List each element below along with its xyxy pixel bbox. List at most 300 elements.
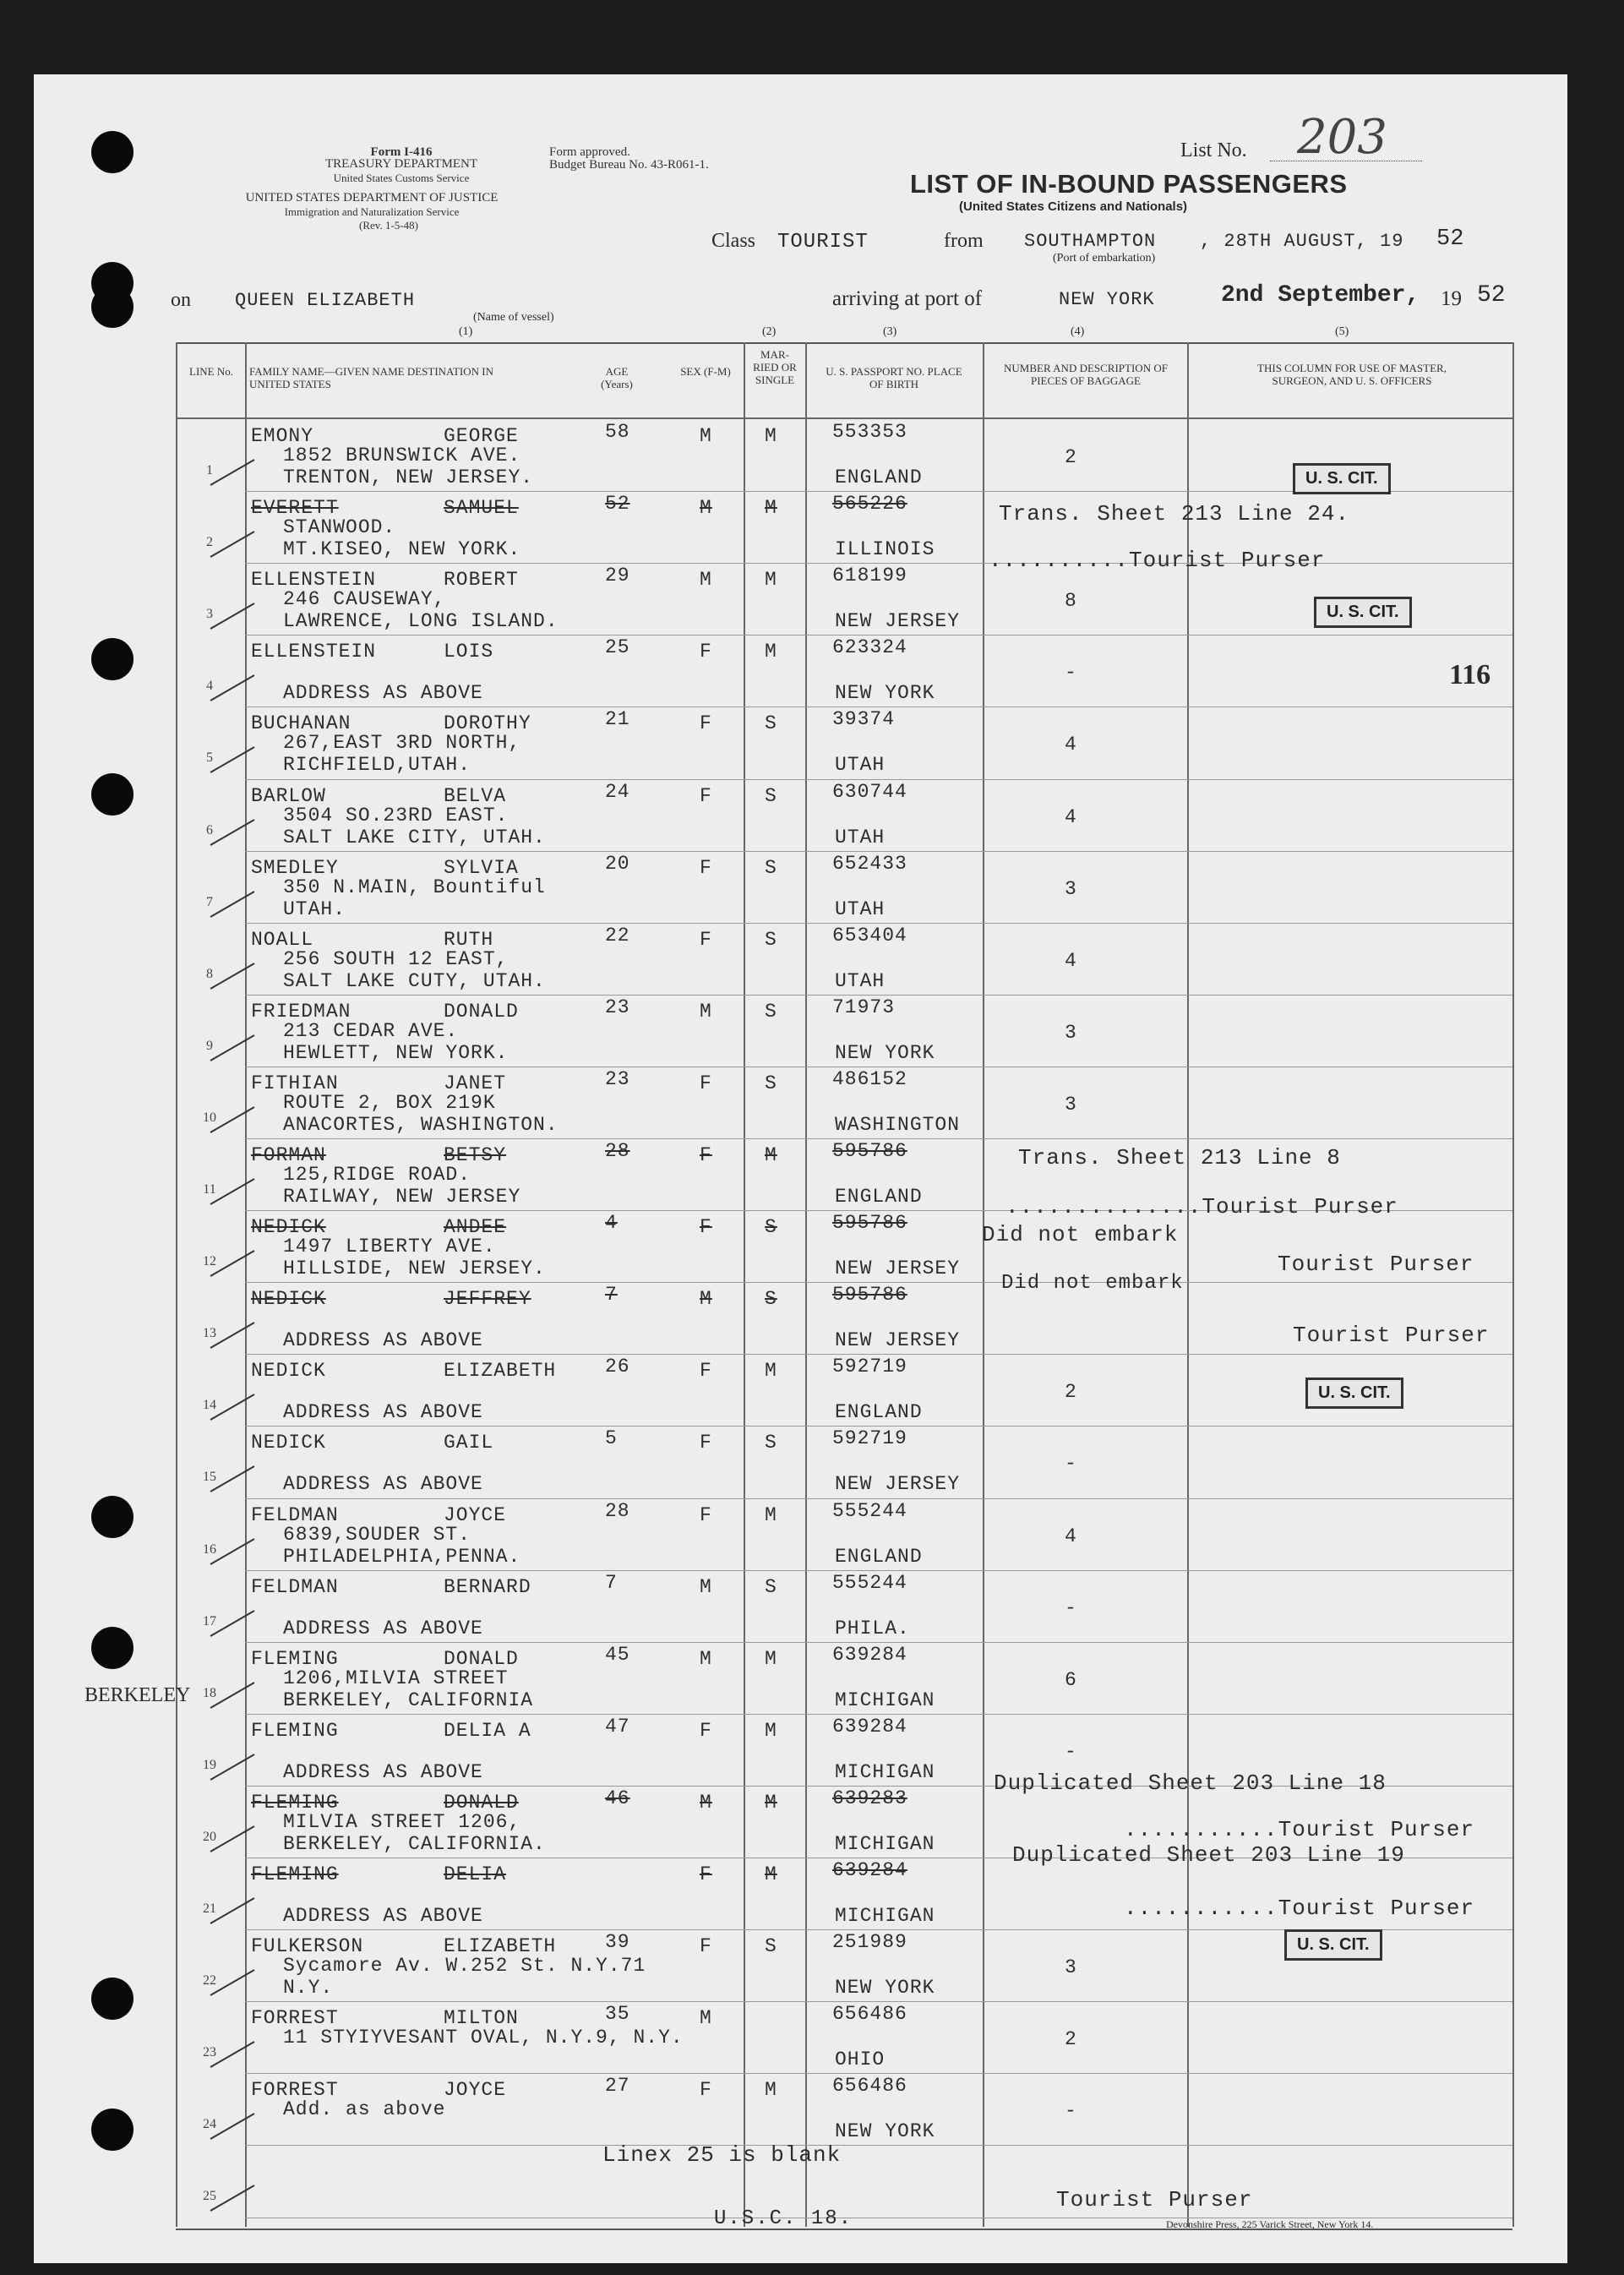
row-baggage: 2 [1065, 2028, 1077, 2051]
row-birthplace: NEW YORK [835, 1977, 935, 1999]
row-given-name: DONALD [444, 1791, 519, 1814]
row-sex: M [700, 497, 712, 520]
col-divider [1512, 342, 1514, 2227]
row-age: 28 [605, 1499, 630, 1522]
row-address-2: ADDRESS AS ABOVE [283, 682, 483, 705]
row-given-name: DONALD [444, 1000, 519, 1023]
row-address-1: 246 CAUSEWAY, [283, 588, 446, 611]
row-age: 7 [605, 1571, 618, 1594]
row-marital: S [765, 1288, 777, 1311]
form-revision: (Rev. 1-5-48) [359, 219, 418, 232]
col-header-passport: U. S. PASSPORT NO. PLACE OF BIRTH [826, 365, 962, 390]
row-divider [245, 1354, 1512, 1355]
row-line-number: 1 [206, 463, 213, 477]
row-age: 7 [605, 1284, 618, 1307]
row-divider [245, 2145, 1512, 2146]
row-line-number: 12 [203, 1254, 216, 1269]
col-divider [983, 342, 984, 2227]
row-age: 5 [605, 1427, 618, 1450]
on-label: on [171, 289, 191, 311]
row-baggage: 4 [1065, 734, 1077, 756]
row-given-name: ELIZABETH [444, 1935, 557, 1958]
form-number: Form I-416 [370, 145, 433, 159]
row-sex: F [700, 856, 712, 879]
row-marital: M [765, 1503, 777, 1526]
agency-justice: UNITED STATES DEPARTMENT OF JUSTICE [245, 191, 499, 205]
row-family-name: FORREST [251, 2079, 339, 2102]
row-marital: M [765, 2079, 777, 2102]
row-divider [245, 779, 1512, 780]
row-family-name: FLEMING [251, 1791, 339, 1814]
row-divider [245, 1498, 1512, 1499]
row-address-2: HEWLETT, NEW YORK. [283, 1041, 509, 1064]
row-passport: 595786 [832, 1212, 907, 1235]
row-address-1: 256 SOUTH 12 EAST, [283, 947, 509, 970]
row-birthplace: MICHIGAN [835, 1832, 935, 1855]
row-birthplace: ENGLAND [835, 1545, 923, 1568]
row-age: 25 [605, 636, 630, 659]
row-birthplace: UTAH [835, 969, 886, 992]
note-purser: ...........Tourist Purser [1124, 1896, 1475, 1921]
row-divider [245, 2001, 1512, 2002]
row-passport: 639284 [832, 1715, 907, 1738]
arriving-label: arriving at port of [832, 287, 983, 310]
footer-printer: Devonshire Press, 225 Varick Street, New York 14. [1166, 2218, 1374, 2230]
us-cit-stamp: U. S. CIT. [1293, 463, 1391, 494]
punch-hole [91, 1496, 134, 1538]
row-baggage: 4 [1065, 805, 1077, 828]
row-birthplace: MICHIGAN [835, 1905, 935, 1927]
row-address-1: 125,RIDGE ROAD. [283, 1164, 471, 1186]
col-divider [245, 342, 247, 2227]
row-marital: M [765, 1144, 777, 1166]
row-birthplace: ILLINOIS [835, 538, 935, 561]
row-marital: S [765, 1935, 777, 1958]
row-baggage: 3 [1065, 1956, 1077, 1979]
row-passport: 623324 [832, 636, 907, 659]
col-divider [176, 342, 177, 2227]
row-sex: F [700, 1144, 712, 1166]
row-given-name: JEFFREY [444, 1288, 531, 1311]
row-line-number: 20 [203, 1829, 216, 1844]
row-given-name: ROBERT [444, 569, 519, 592]
row-age: 27 [605, 2075, 630, 2098]
row-address-2: SALT LAKE CUTY, UTAH. [283, 969, 546, 992]
row-line-number: 8 [206, 966, 213, 981]
row-given-name: SYLVIA [444, 856, 519, 879]
us-cit-stamp: U. S. CIT. [1305, 1378, 1403, 1409]
row-sex: M [700, 1575, 712, 1598]
row-sex: F [700, 928, 712, 951]
punch-hole [91, 773, 134, 816]
row-birthplace: NEW JERSEY [835, 1258, 961, 1280]
arrival-year-prefix: 19 [1441, 287, 1462, 310]
row-divider [245, 1426, 1512, 1427]
row-passport: 555244 [832, 1571, 907, 1594]
row-family-name: EVERETT [251, 497, 339, 520]
row-address-1: 1497 LIBERTY AVE. [283, 1236, 496, 1258]
row-line-number: 18 [203, 1685, 216, 1700]
row-baggage: 6 [1065, 1668, 1077, 1691]
row-line-number: 22 [203, 1973, 216, 1989]
col-header-baggage: NUMBER AND DESCRIPTION OF PIECES OF BAGGAGE [1004, 362, 1168, 387]
row-age: 45 [605, 1643, 630, 1666]
row-address-1: 267,EAST 3RD NORTH, [283, 732, 521, 755]
row-passport: 565226 [832, 493, 907, 516]
col-num-4: (4) [1071, 325, 1085, 338]
row-sex: M [700, 1647, 712, 1670]
note-purser: ..........Tourist Purser [989, 548, 1326, 573]
row-family-name: NEDICK [251, 1216, 326, 1239]
row-family-name: FELDMAN [251, 1503, 339, 1526]
row-sex: M [700, 1288, 712, 1311]
note-purser: Tourist Purser [1056, 2187, 1253, 2212]
row-baggage: - [1065, 662, 1077, 685]
note-transfer: Trans. Sheet 213 Line 8 [1018, 1145, 1341, 1170]
note-purser: Tourist Purser [1293, 1323, 1490, 1348]
row-marital: M [765, 1360, 777, 1383]
vessel-caption: (Name of vessel) [473, 311, 554, 324]
row-marital: S [765, 784, 777, 807]
punch-hole [91, 638, 134, 680]
row-marital: M [765, 1647, 777, 1670]
row-divider [245, 2073, 1512, 2074]
row-given-name: ELIZABETH [444, 1360, 557, 1383]
row-address-1: Sycamore Av. W.252 St. N.Y.71 [283, 1955, 646, 1978]
row-divider [245, 1714, 1512, 1715]
row-address-1: Add. as above [283, 2098, 446, 2121]
row-passport: 39374 [832, 708, 896, 731]
punch-hole [91, 2109, 134, 2151]
page-subtitle: (United States Citizens and Nationals) [959, 199, 1188, 214]
row-address-2: RICHFIELD,UTAH. [283, 754, 471, 777]
row-divider [245, 851, 1512, 852]
row-address-1: 11 STYIYVESANT OVAL, N.Y.9, N.Y. [283, 2027, 684, 2049]
row-marital: S [765, 856, 777, 879]
budget-bureau: Budget Bureau No. 43-R061-1. [549, 158, 709, 172]
row-age: 39 [605, 1931, 630, 1954]
row-birthplace: WASHINGTON [835, 1113, 961, 1136]
col-divider [744, 342, 745, 2227]
row-marital: M [765, 1863, 777, 1885]
note-purser: ..............Tourist Purser [1005, 1194, 1398, 1219]
row-address-2: N.Y. [283, 1977, 334, 1999]
row-passport: 251989 [832, 1931, 907, 1954]
row-address-2: TRENTON, NEW JERSEY. [283, 466, 534, 488]
row-line-number: 11 [203, 1182, 216, 1197]
page-title: LIST OF IN-BOUND PASSENGERS [910, 169, 1348, 199]
row-age: 23 [605, 1067, 630, 1090]
note-duplicated: Duplicated Sheet 203 Line 18 [994, 1770, 1387, 1796]
row-family-name: ELLENSTEIN [251, 641, 377, 663]
row-marital: M [765, 497, 777, 520]
row-marital: M [765, 1719, 777, 1742]
row-passport: 618199 [832, 565, 907, 587]
col-num-3: (3) [883, 325, 897, 338]
row-sex: F [700, 1935, 712, 1958]
row-passport: 595786 [832, 1140, 907, 1162]
row-address-2: ADDRESS AS ABOVE [283, 1905, 483, 1927]
col-header-line: LINE No. [189, 365, 233, 378]
row-divider [245, 635, 1512, 636]
row-given-name: BERNARD [444, 1575, 531, 1598]
row-address-2: MT.KISEO, NEW YORK. [283, 538, 521, 561]
row-line-number: 24 [203, 2117, 216, 2132]
row-given-name: GEORGE [444, 425, 519, 447]
row-sex: F [700, 1360, 712, 1383]
row-line-number: 23 [203, 2045, 216, 2060]
row-marital: S [765, 1072, 777, 1094]
row-passport: 595786 [832, 1284, 907, 1307]
row-age: 20 [605, 852, 630, 875]
row-given-name: MILTON [444, 2007, 519, 2030]
row-marital: M [765, 569, 777, 592]
note-not-embark: Did not embark [1001, 1272, 1184, 1295]
row-sex: F [700, 1863, 712, 1885]
row-marital: S [765, 1432, 777, 1454]
punch-hole [91, 1627, 134, 1669]
row-given-name: BETSY [444, 1144, 507, 1166]
row-passport: 630744 [832, 780, 907, 803]
note-blank-line: Linex 25 is blank [602, 2142, 842, 2168]
row-address-2: RAILWAY, NEW JERSEY [283, 1186, 521, 1208]
row-address-1: 213 CEDAR AVE. [283, 1019, 459, 1042]
note-purser: Tourist Purser [1278, 1252, 1474, 1277]
col-num-5: (5) [1335, 325, 1349, 338]
row-given-name: ANDEE [444, 1216, 507, 1239]
row-divider [245, 995, 1512, 996]
row-family-name: FLEMING [251, 1719, 339, 1742]
row-divider [245, 1642, 1512, 1643]
header-divider [176, 417, 1512, 419]
class-label: Class [711, 230, 756, 252]
row-line-number: 16 [203, 1541, 216, 1557]
form-approved: Form approved. [549, 145, 630, 159]
from-value: SOUTHAMPTON [1024, 231, 1157, 252]
row-birthplace: ENGLAND [835, 1186, 923, 1208]
row-birthplace: OHIO [835, 2049, 886, 2071]
row-address-1: STANWOOD. [283, 516, 396, 539]
col-header-officers: THIS COLUMN FOR USE OF MASTER, SURGEON, AND U. S. OFFICERS [1257, 362, 1447, 387]
note-transfer: Trans. Sheet 213 Line 24. [999, 501, 1350, 526]
row-age: 52 [605, 493, 630, 516]
row-baggage: 3 [1065, 1021, 1077, 1044]
note-not-embark: Did not embark [982, 1222, 1179, 1247]
page-count-number: 116 [1449, 659, 1491, 690]
row-address-2: ADDRESS AS ABOVE [283, 1760, 483, 1783]
vessel-name: QUEEN ELIZABETH [235, 290, 416, 311]
row-birthplace: MICHIGAN [835, 1760, 935, 1783]
row-baggage: 3 [1065, 1093, 1077, 1116]
row-sex: F [700, 1216, 712, 1239]
row-marital: M [765, 425, 777, 447]
row-address-2: ADDRESS AS ABOVE [283, 1473, 483, 1496]
row-sex: F [700, 784, 712, 807]
row-family-name: BARLOW [251, 784, 326, 807]
row-passport: 653404 [832, 924, 907, 947]
row-age: 58 [605, 421, 630, 443]
row-marital: S [765, 1575, 777, 1598]
row-line-number: 7 [206, 894, 213, 909]
row-age: 46 [605, 1787, 630, 1809]
row-address-1: MILVIA STREET 1206, [283, 1810, 521, 1833]
row-baggage: - [1065, 1596, 1077, 1619]
port-embark-caption: (Port of embarkation) [1053, 252, 1156, 265]
agency-ins: Immigration and Naturalization Service [284, 205, 460, 218]
row-passport: 639283 [832, 1787, 907, 1809]
note-duplicated: Duplicated Sheet 203 Line 19 [1012, 1842, 1405, 1868]
col-header-age: AGE (Years) [601, 365, 633, 390]
row-family-name: BUCHANAN [251, 712, 352, 735]
row-line-number: 21 [203, 1901, 216, 1916]
row-age: 35 [605, 2003, 630, 2026]
row-family-name: FELDMAN [251, 1575, 339, 1598]
col-header-married: MAR-RIED OR SINGLE [753, 348, 797, 386]
row-family-name: ELLENSTEIN [251, 569, 377, 592]
row-birthplace: NEW YORK [835, 682, 935, 705]
row-baggage: 4 [1065, 1525, 1077, 1547]
row-passport: 592719 [832, 1427, 907, 1450]
list-no-value: 203 [1297, 110, 1387, 165]
berkeley-margin-note: BERKELEY [84, 1684, 191, 1706]
row-birthplace: NEW JERSEY [835, 610, 961, 633]
row-birthplace: ENGLAND [835, 466, 923, 488]
class-value: TOURIST [777, 231, 869, 254]
row-family-name: NEDICK [251, 1432, 326, 1454]
row-family-name: FRIEDMAN [251, 1000, 352, 1023]
row-given-name: JOYCE [444, 1503, 507, 1526]
arrival-year: 52 [1477, 282, 1506, 308]
us-cit-stamp: U. S. CIT. [1284, 1929, 1382, 1961]
row-birthplace: NEW JERSEY [835, 1473, 961, 1496]
row-passport: 639284 [832, 1859, 907, 1881]
row-given-name: RUTH [444, 928, 494, 951]
row-line-number: 3 [206, 607, 213, 622]
row-family-name: EMONY [251, 425, 314, 447]
row-age: 26 [605, 1356, 630, 1378]
row-line-number: 6 [206, 822, 213, 837]
row-line-number: 4 [206, 679, 213, 694]
row-sex: F [700, 2079, 712, 2102]
from-label: from [944, 230, 984, 252]
footer-form: U.S.C. 18. [714, 2207, 853, 2230]
row-baggage: 2 [1065, 446, 1077, 468]
row-birthplace: ENGLAND [835, 1401, 923, 1424]
row-baggage: 4 [1065, 949, 1077, 972]
depart-year: 52 [1436, 226, 1464, 252]
punch-hole [91, 131, 134, 173]
row-birthplace: NEW JERSEY [835, 1329, 961, 1352]
row-divider [245, 1282, 1512, 1283]
row-given-name: SAMUEL [444, 497, 519, 520]
row-address-2: SALT LAKE CITY, UTAH. [283, 826, 546, 848]
row-baggage: 2 [1065, 1381, 1077, 1404]
row-divider [245, 923, 1512, 924]
col-num-1: (1) [459, 325, 473, 338]
depart-date: , 28TH AUGUST, 19 [1200, 231, 1404, 252]
row-family-name: FITHIAN [251, 1072, 339, 1094]
row-divider [245, 1138, 1512, 1139]
row-family-name: FLEMING [251, 1647, 339, 1670]
row-line-number: 9 [206, 1038, 213, 1053]
row-passport: 639284 [832, 1643, 907, 1666]
row-line-number: 10 [203, 1110, 216, 1125]
row-age: 24 [605, 780, 630, 803]
row-age: 22 [605, 924, 630, 947]
row-sex: F [700, 1432, 712, 1454]
row-age: 29 [605, 565, 630, 587]
row-marital: S [765, 928, 777, 951]
row-baggage: - [1065, 1453, 1077, 1476]
row-passport: 553353 [832, 421, 907, 443]
row-family-name: SMEDLEY [251, 856, 339, 879]
row-passport: 486152 [832, 1067, 907, 1090]
row-address-2: ADDRESS AS ABOVE [283, 1401, 483, 1424]
row-sex: F [700, 1072, 712, 1094]
us-cit-stamp: U. S. CIT. [1314, 597, 1412, 628]
row-address-1: 1852 BRUNSWICK AVE. [283, 445, 521, 466]
row-line-number: 13 [203, 1326, 216, 1341]
row-age: 23 [605, 996, 630, 1018]
row-line-number: 2 [206, 535, 213, 550]
row-sex: M [700, 2007, 712, 2030]
row-address-2: UTAH. [283, 897, 346, 920]
row-family-name: FULKERSON [251, 1935, 364, 1958]
row-family-name: NEDICK [251, 1288, 326, 1311]
row-birthplace: UTAH [835, 754, 886, 777]
row-address-1: 6839,SOUDER ST. [283, 1523, 471, 1546]
row-birthplace: NEW YORK [835, 2120, 935, 2143]
row-sex: M [700, 1000, 712, 1023]
row-family-name: NEDICK [251, 1360, 326, 1383]
row-baggage: - [1065, 1740, 1077, 1763]
note-purser: ...........Tourist Purser [1124, 1817, 1475, 1842]
row-sex: F [700, 712, 712, 735]
row-passport: 555244 [832, 1499, 907, 1522]
row-sex: M [700, 569, 712, 592]
row-line-number: 25 [203, 2189, 216, 2204]
agency-treasury: TREASURY DEPARTMENT [324, 157, 478, 171]
row-baggage: 3 [1065, 877, 1077, 900]
row-given-name: DONALD [444, 1647, 519, 1670]
col-header-sex: SEX (F-M) [680, 365, 731, 378]
row-family-name: NOALL [251, 928, 314, 951]
row-given-name: DELIA [444, 1863, 507, 1885]
row-sex: M [700, 425, 712, 447]
agency-customs: United States Customs Service [333, 172, 470, 184]
row-address-2: PHILADELPHIA,PENNA. [283, 1545, 521, 1568]
row-baggage: - [1065, 2100, 1077, 2123]
row-line-number: 17 [203, 1613, 216, 1629]
punch-hole [91, 286, 134, 328]
row-marital: S [765, 712, 777, 735]
row-marital: S [765, 1216, 777, 1239]
arrival-date: 2nd September, [1221, 282, 1420, 308]
row-sex: F [700, 641, 712, 663]
row-given-name: LOIS [444, 641, 494, 663]
row-birthplace: PHILA. [835, 1617, 910, 1639]
row-passport: 656486 [832, 2003, 907, 2026]
row-address-2: ADDRESS AS ABOVE [283, 1617, 483, 1639]
row-address-1: 350 N.MAIN, Bountiful [283, 876, 546, 898]
row-passport: 656486 [832, 2075, 907, 2098]
row-birthplace: NEW YORK [835, 1041, 935, 1064]
row-line-number: 14 [203, 1398, 216, 1413]
row-age: 47 [605, 1715, 630, 1738]
row-given-name: DELIA A [444, 1719, 531, 1742]
row-age: 21 [605, 708, 630, 731]
row-birthplace: UTAH [835, 826, 886, 848]
